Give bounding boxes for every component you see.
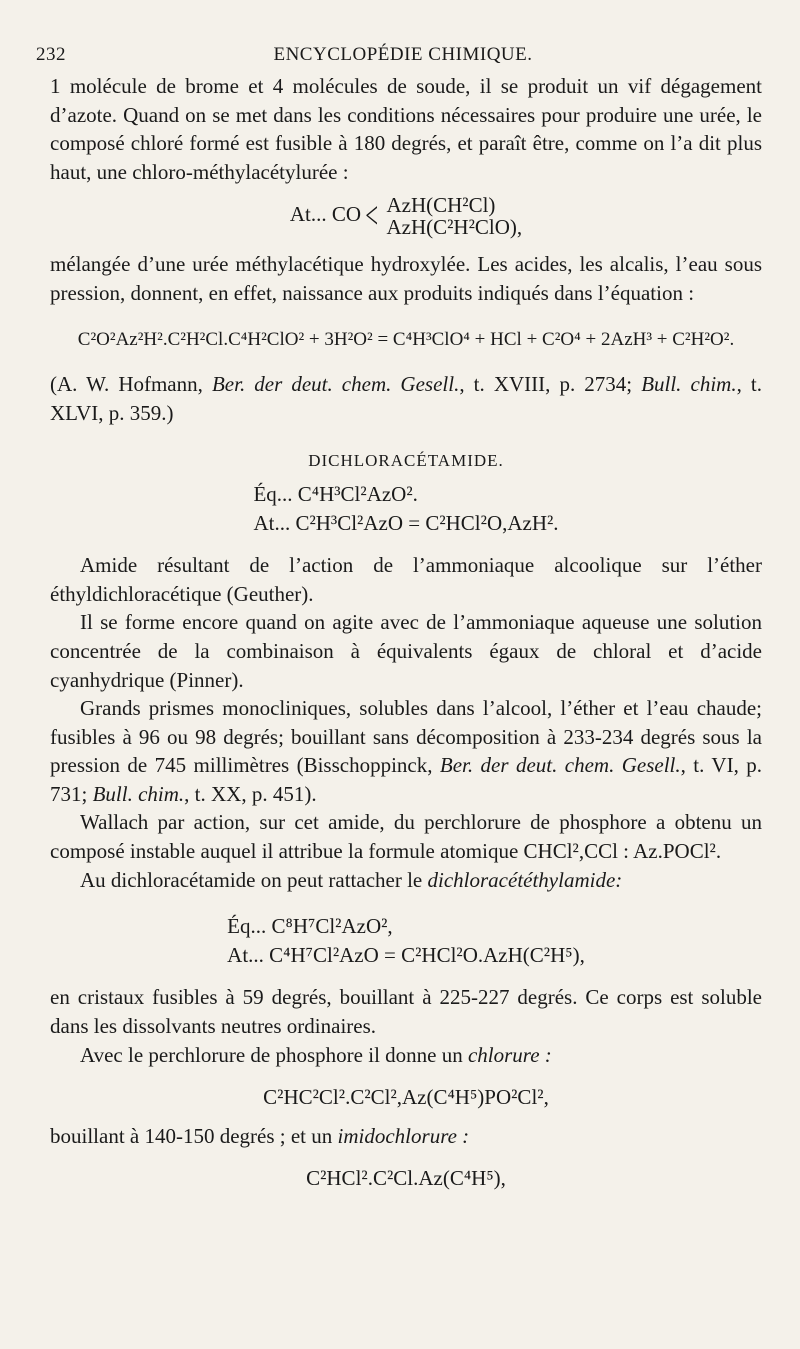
formula-imidochlorure: C²HCl².C²Cl.Az(C⁴H⁵), <box>306 1166 506 1191</box>
formula-chlorure: C²HC²Cl².C²Cl²,Az(C⁴H⁵)PO²Cl², <box>263 1085 549 1110</box>
formula-block-dichloracetamide <box>50 480 762 537</box>
formula-equivalent: Éq... C⁸H⁷Cl²AzO², <box>227 914 393 939</box>
paragraph <box>50 866 762 895</box>
reference-journal: Ber. der deut. chem. Gesell. <box>439 753 681 778</box>
paragraph: Il se forme encore quand on agite avec de l’ammoniaque aqueuse une solution concentrée de la combinaison à équivalents égaux de chloral et d’acide cyanhydrique (Pinner). <box>50 610 762 692</box>
formula-block-dichloracetethylamide <box>50 912 762 969</box>
compound-name: chlorure : <box>467 1042 552 1067</box>
paragraph: en cristaux fusibles à 59 degrés, bouillant à 225-227 degrés. Ce corps est soluble dans les dissolvants neutres ordinaires. <box>50 985 762 1039</box>
reference-volume: , t. XVIII, p. 2734; <box>459 372 642 397</box>
page-number: 232 <box>36 44 66 65</box>
formula-branch-top: AzH(CH²Cl) <box>386 193 496 218</box>
paragraph-text: bouillant à 140-150 degrés ; et un <box>50 1123 338 1148</box>
formula-equivalent: Éq... C⁴H³Cl²AzO². <box>253 481 418 506</box>
compound-name: dichloracététhylamide: <box>427 867 623 892</box>
paragraph-text: Grands prismes monocliniques, solubles dans l’alcool, l’éther et l’eau chaude; fusibles à 96 ou 98 degrés; bouillant sans décomposition à 233-234 degrés sous la pression de 745 millimètres (Bisschoppinck, <box>50 696 762 778</box>
formula-atomic: At... C⁴H⁷Cl²AzO = C²HCl²O.AzH(C²H⁵), <box>227 942 585 967</box>
reference <box>50 370 762 427</box>
paragraph: 1 molécule de brome et 4 molécules de soude, il se produit un vif dégagement d’azote. Quand on se met dans les conditions nécessaires pour produire une urée, le composé chloré formé est fusible à 180 degrés, et paraît être, comme on l’a dit plus haut, une chloro-méthylacétylurée : <box>50 74 762 184</box>
paragraph <box>50 1122 762 1151</box>
paragraph: Amide résultant de l’action de l’ammoniaque alcoolique sur l’éther éthyldichloracétique (Geuther). <box>50 553 762 606</box>
running-title: ENCYCLOPÉDIE CHIMIQUE. <box>273 44 533 65</box>
formula-atomic: At... C²H³Cl²AzO = C²HCl²O,AzH². <box>253 510 559 535</box>
paragraph-text: Au dichloracétamide on peut rattacher le <box>80 867 428 892</box>
compound-name: imidochlorure : <box>337 1123 470 1148</box>
reference-journal-2: Bull. chim. <box>92 781 185 806</box>
reference-volume: , t. VI, p. 731; <box>50 753 762 806</box>
reference-authors: (A. W. Hofmann, <box>50 372 212 397</box>
paragraph-text: Avec le perchlorure de phosphore il donne un <box>80 1042 468 1067</box>
formula-branches <box>386 194 522 238</box>
body-text <box>50 72 762 1193</box>
reference-end: , t. XX, p. 451). <box>184 781 317 806</box>
paragraph <box>50 1041 762 1070</box>
formula-prefix: At... CO <box>289 202 362 227</box>
formula-equation: C²O²Az²H².C²H²Cl.C⁴H²ClO² + 3H²O² = C⁴H³ClO⁴ + HCl + C²O⁴ + 2AzH³ + C²H²O². <box>77 328 735 350</box>
reference-journal: Ber. der deut. chem. Gesell. <box>211 372 460 397</box>
reference-journal-2: Bull. chim. <box>641 372 737 397</box>
section-title: DICHLORACÉTAMIDE. <box>308 451 504 471</box>
paragraph: Wallach par action, sur cet amide, du perchlorure de phosphore a obtenu un composé instable auquel il attribue la formule atomique CHCl²,CCl : Az.POCl². <box>50 810 762 864</box>
formula-chloromethylacetylurea <box>50 194 762 238</box>
paragraph: mélangée d’une urée méthylacétique hydroxylée. Les acides, les alcalis, l’eau sous pression, donnent, en effet, naissance aux produits indiqués dans l’équation : <box>50 252 762 305</box>
formula-branch-bottom: AzH(C²H²ClO), <box>386 215 523 240</box>
reference-end: , t. XLVI, p. 359.) <box>50 372 762 425</box>
bracket: < <box>365 195 379 238</box>
paragraph <box>50 694 762 808</box>
